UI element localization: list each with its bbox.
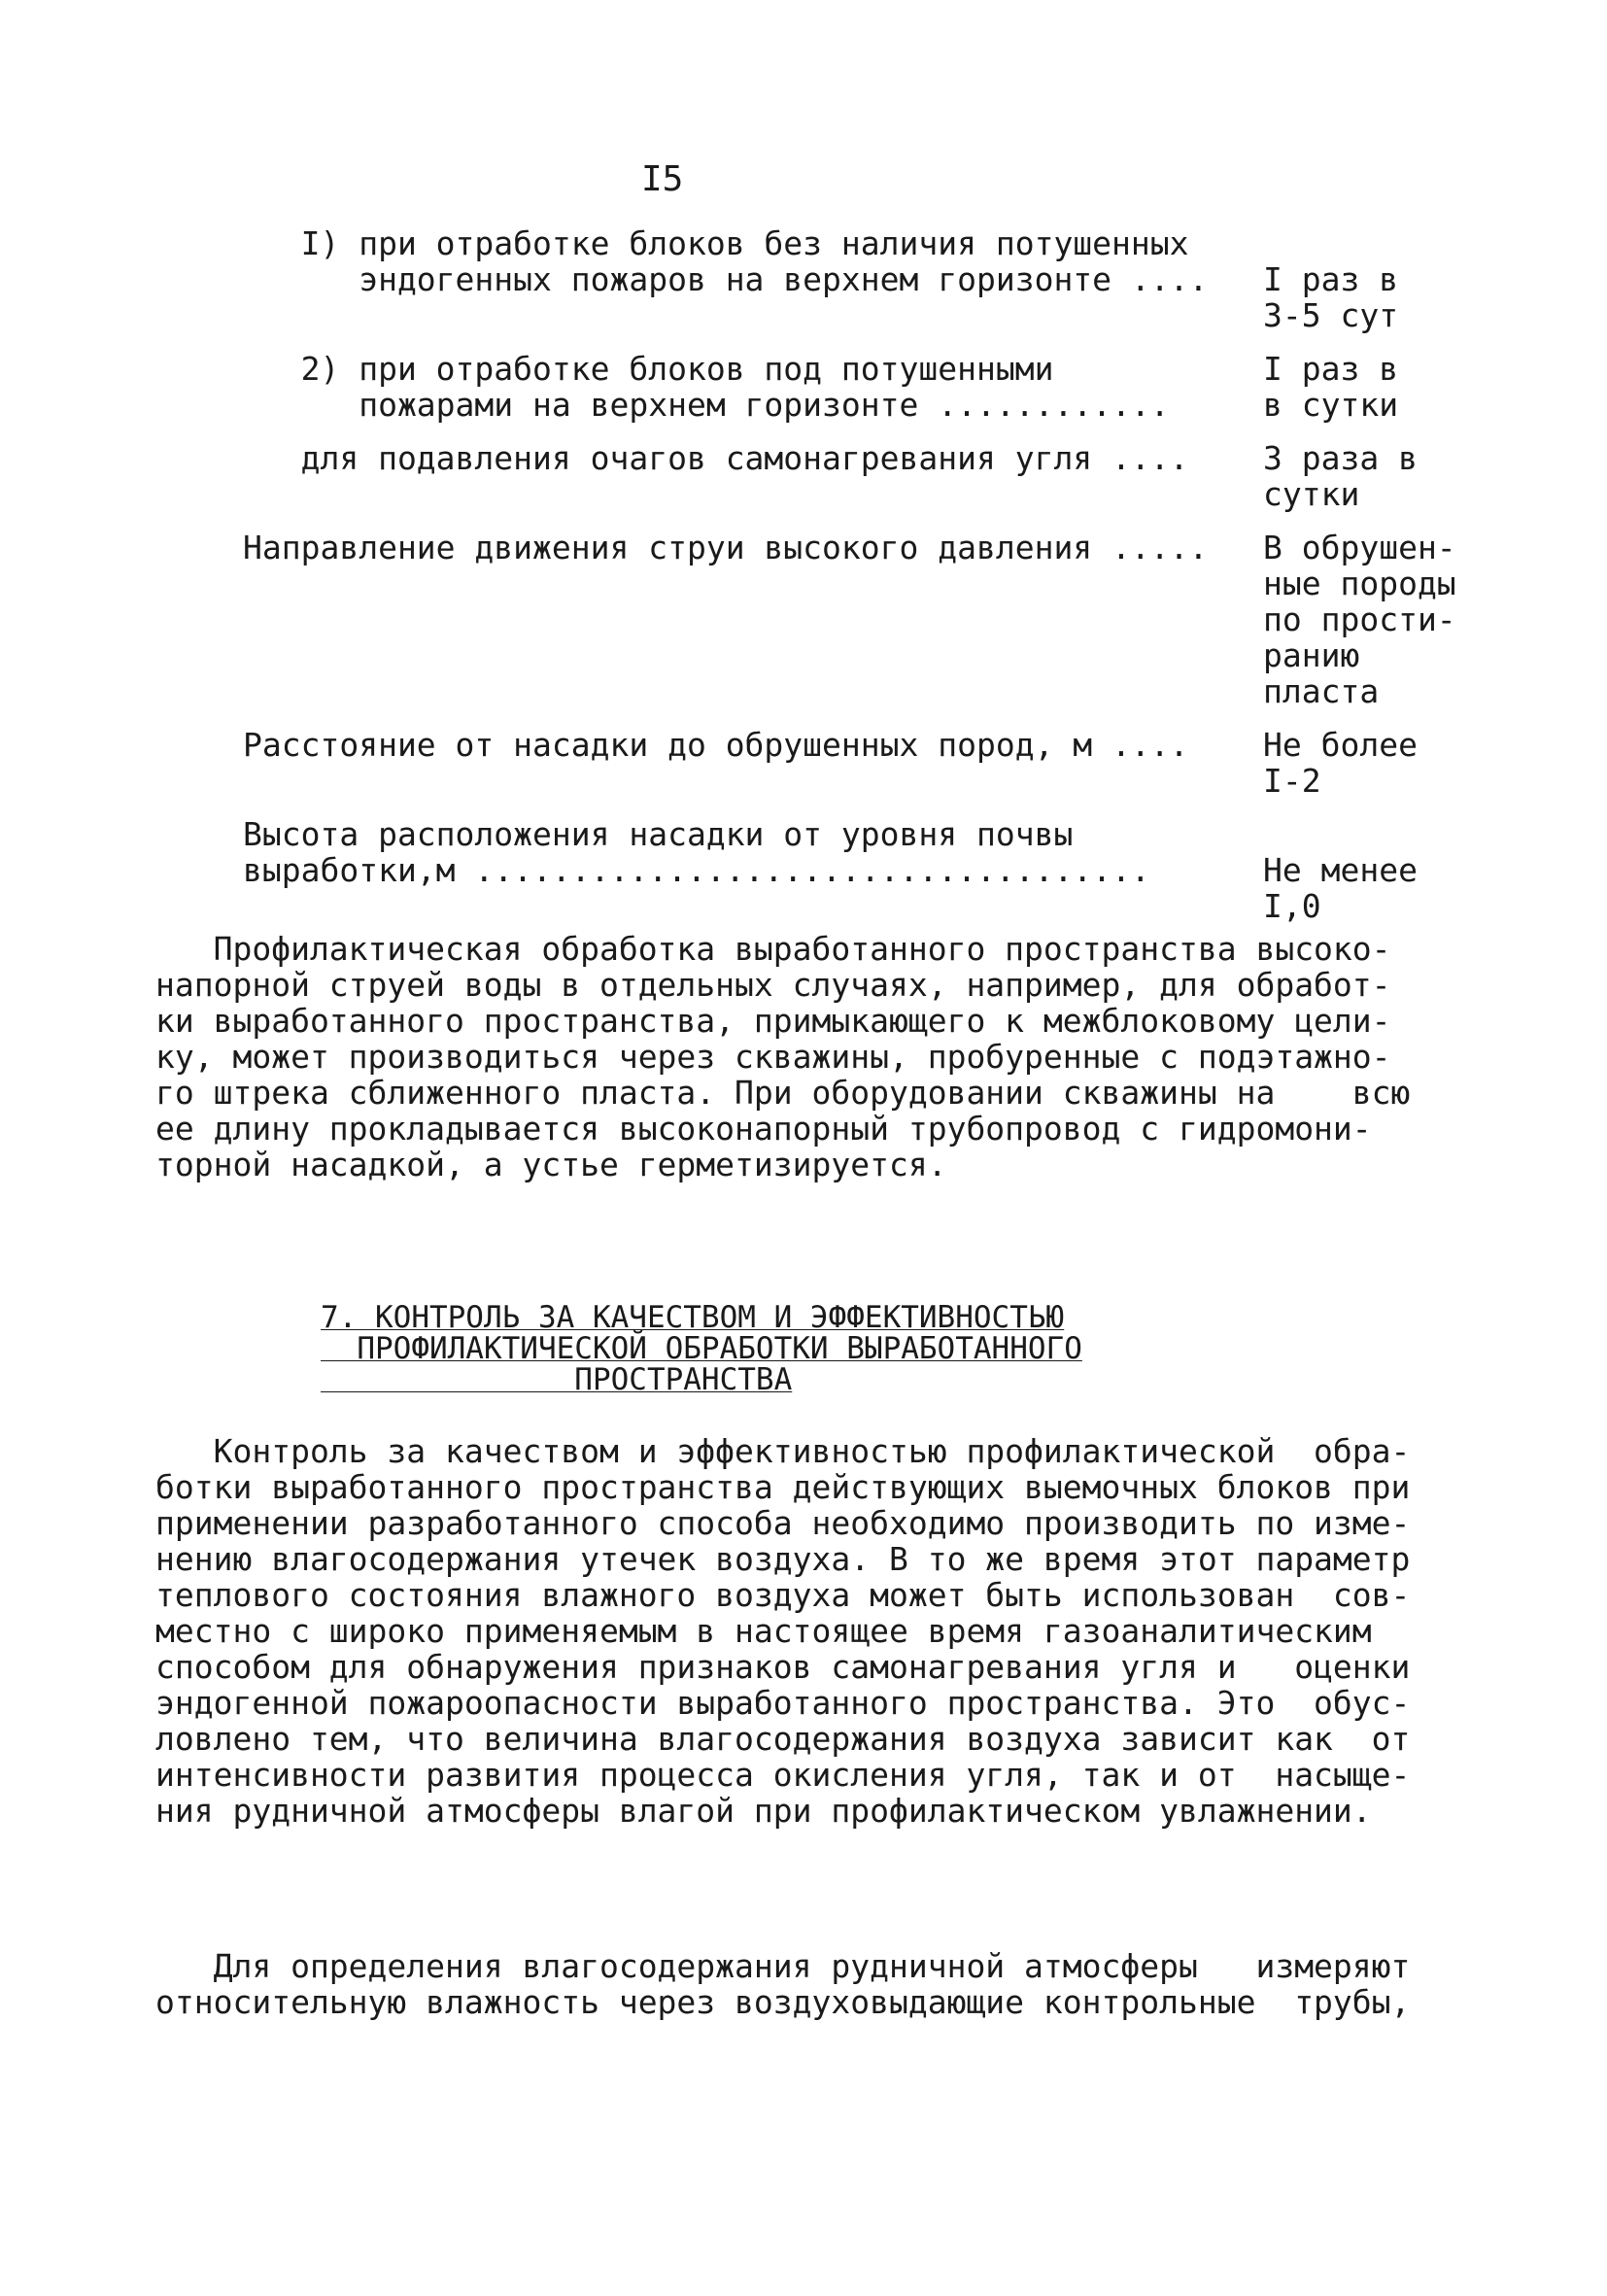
spec-value: 3 раза в сутки (1263, 439, 1418, 513)
spec-description: Высота расположения насадки от уровня почвы выработки,м ................................... (243, 815, 1150, 889)
section-heading: 7. КОНТРОЛЬ ЗА КАЧЕСТВОМ И ЭФФЕКТИВНОСТЬЮ ПРОФИЛАКТИЧЕСКОЙ ОБРАБОТКИ ВЫРАБОТАННОГО ПРОСТРАНСТВА (321, 1300, 1082, 1397)
paragraph-quality-control: Контроль за качеством и эффективностью профилактической обра- ботки выработанного пространства действующих выемочных блоков при применении разработанного способа необходимо производить по изме- нению влагосодержания утечек воздуха. В то же время этот параметр теплового состояния влажного воздуха может быть использован сов- местно с широко применяемым в настоящее время газоаналитическим способом для обнаружения признаков самонагревания угля и оценки эндогенной пожароопасности выработанного пространства. Это обус- ловлено тем, что величина влагосодержания воздуха зависит как от интенсивности развития процесса окисления угля, так и от насыще- ния рудничной атмосферы влагой при профилактическом увлажнении. (155, 1432, 1411, 1830)
spec-value: Не более I-2 (1263, 726, 1418, 800)
spec-row (243, 225, 1487, 333)
spec-row (243, 727, 1487, 799)
spec-description: 2) при отработке блоков под потушенными пожарами на верхнем горизонте ............ (300, 350, 1170, 424)
spec-value: Не менее I,0 (1263, 851, 1418, 925)
spec-row (243, 530, 1487, 709)
spec-description: для подавления очагов самонагревания угля .... (243, 439, 1189, 477)
spec-row (243, 440, 1487, 512)
spec-value: I раз в 3-5 сут (1263, 260, 1399, 334)
paragraph-moisture-measurement: Для определения влагосодержания рудничной атмосферы измеряют относительную влажность через воздуховыдающие контрольные трубы, (155, 1947, 1411, 2021)
spec-description: Расстояние от насадки до обрушенных пород, м .... (243, 726, 1189, 764)
spec-value: I раз в в сутки (1263, 350, 1399, 424)
paragraph-prophylactic-treatment: Профилактическая обработка выработанного пространства высоко- напорной струей воды в отдельных случаях, например, для обработ- ки выработанного пространства, примыкающего к межблоковому цели- ку, может производиться через скважины, пробуренные с подэтажно- го штрека сближенного пласта. При оборудовании скважины на всю ее длину прокладывается высоконапорный трубопровод с гидромони- торной насадкой, а устье герметизируется. (155, 930, 1411, 1183)
spec-description: Направление движения струи высокого давления ..... (243, 529, 1209, 566)
page-number: I5 (641, 159, 684, 199)
spec-value: В обрушен- ные породы по прости- ранию пласта (1263, 529, 1456, 710)
spec-list (243, 225, 1487, 942)
spec-row (243, 816, 1487, 924)
spec-description: I) при отработке блоков без наличия потушенных эндогенных пожаров на верхнем горизонте .... (300, 224, 1209, 298)
spec-row (243, 351, 1487, 423)
